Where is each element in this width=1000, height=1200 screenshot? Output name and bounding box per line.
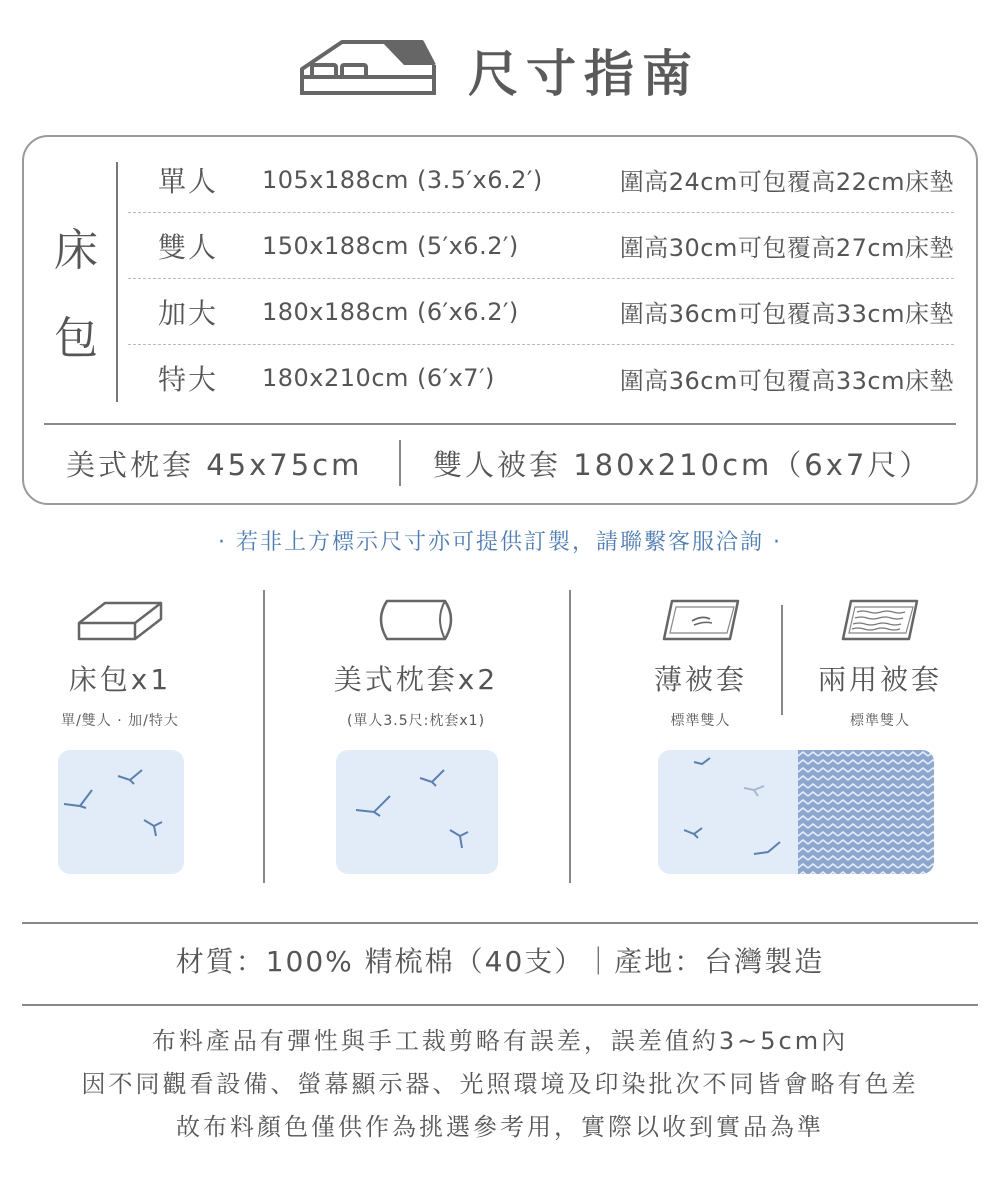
size-dimensions: 180x210cm (6′x7′) bbox=[262, 364, 495, 392]
size-dimensions: 105x188cm (3.5′x6.2′) bbox=[262, 165, 543, 194]
size-row-queen bbox=[128, 279, 954, 345]
material-origin: 材質：100% 精梳棉（40支）｜產地：台灣製造 bbox=[175, 945, 825, 978]
size-name: 加大 bbox=[158, 296, 219, 330]
fitted-sheet-icon bbox=[45, 590, 195, 650]
duvet-cover-size: 雙人被套 180x210cm（6x7尺） bbox=[433, 447, 932, 482]
size-rows bbox=[128, 147, 954, 411]
pillow-duvet-sizes bbox=[24, 433, 976, 493]
quilted-blanket-icon bbox=[805, 590, 955, 650]
column-divider bbox=[569, 590, 571, 883]
section-divider bbox=[22, 1004, 978, 1006]
section-divider bbox=[22, 922, 978, 924]
pillow-icon bbox=[316, 590, 516, 650]
custom-order-note: · 若非上方標示尺寸亦可提供訂製，請聯繫客服洽詢 · bbox=[218, 530, 782, 555]
size-dimensions: 180x188cm (6′x6.2′) bbox=[262, 297, 519, 326]
fitted-sheet-label: 床包 bbox=[54, 225, 98, 364]
product-quilted-blanket bbox=[805, 590, 955, 730]
disclaimer-line: 布料產品有彈性與手工裁剪略有誤差，誤差值約3~5cm內 bbox=[151, 1027, 849, 1055]
fabric-swatch-birds bbox=[336, 750, 498, 874]
pillow-case-size: 美式枕套 45x75cm bbox=[66, 447, 363, 482]
product-fitted-sheet bbox=[45, 590, 195, 730]
size-row-single bbox=[128, 147, 954, 213]
bed-label-divider bbox=[116, 162, 118, 402]
size-note: 圍高24cm可包覆高22cm床墊 bbox=[619, 168, 954, 196]
disclaimer-line: 故布料顏色僅供作為挑選參考用，實際以收到實品為準 bbox=[176, 1113, 824, 1141]
product-sub: 單/雙人 · 加/特大 bbox=[61, 713, 179, 729]
product-name: 床包x1 bbox=[68, 663, 172, 696]
page-header bbox=[0, 30, 1000, 110]
fabric-swatch-birds bbox=[58, 750, 184, 874]
size-row-double bbox=[128, 213, 954, 279]
product-sub: 標準雙人 bbox=[850, 713, 910, 729]
size-row-king bbox=[128, 345, 954, 411]
product-name: 薄被套 bbox=[653, 663, 747, 696]
disclaimer-line: 因不同觀看設備、螢幕顯示器、光照環境及印染批次不同皆會略有色差 bbox=[81, 1070, 919, 1098]
product-sub: (單人3.5尺:枕套x1) bbox=[346, 713, 486, 729]
thin-quilt-icon bbox=[628, 590, 773, 650]
bed-house-icon bbox=[300, 39, 440, 101]
size-name: 單人 bbox=[158, 164, 219, 198]
size-name: 雙人 bbox=[158, 230, 219, 264]
size-name: 特大 bbox=[158, 363, 219, 396]
product-contents bbox=[0, 590, 1000, 885]
product-sub: 標準雙人 bbox=[670, 713, 731, 729]
size-note: 圍高36cm可包覆高33cm床墊 bbox=[619, 366, 954, 395]
product-pillowcase bbox=[316, 590, 516, 730]
size-note: 圍高36cm可包覆高33cm床墊 bbox=[619, 300, 954, 328]
size-table-box bbox=[22, 135, 978, 505]
column-divider bbox=[781, 605, 783, 715]
disclaimer bbox=[0, 1020, 1000, 1149]
page-title: 尺寸指南 bbox=[468, 45, 700, 103]
column-divider bbox=[263, 590, 265, 883]
fabric-swatch-combined bbox=[658, 750, 934, 874]
product-name: 美式枕套x2 bbox=[333, 663, 499, 696]
box-divider bbox=[44, 423, 956, 425]
size-dimensions: 150x188cm (5′x6.2′) bbox=[262, 231, 519, 260]
product-thin-quilt bbox=[628, 590, 773, 730]
product-name: 兩用被套 bbox=[817, 663, 942, 696]
size-note: 圍高30cm可包覆高27cm床墊 bbox=[619, 234, 954, 262]
